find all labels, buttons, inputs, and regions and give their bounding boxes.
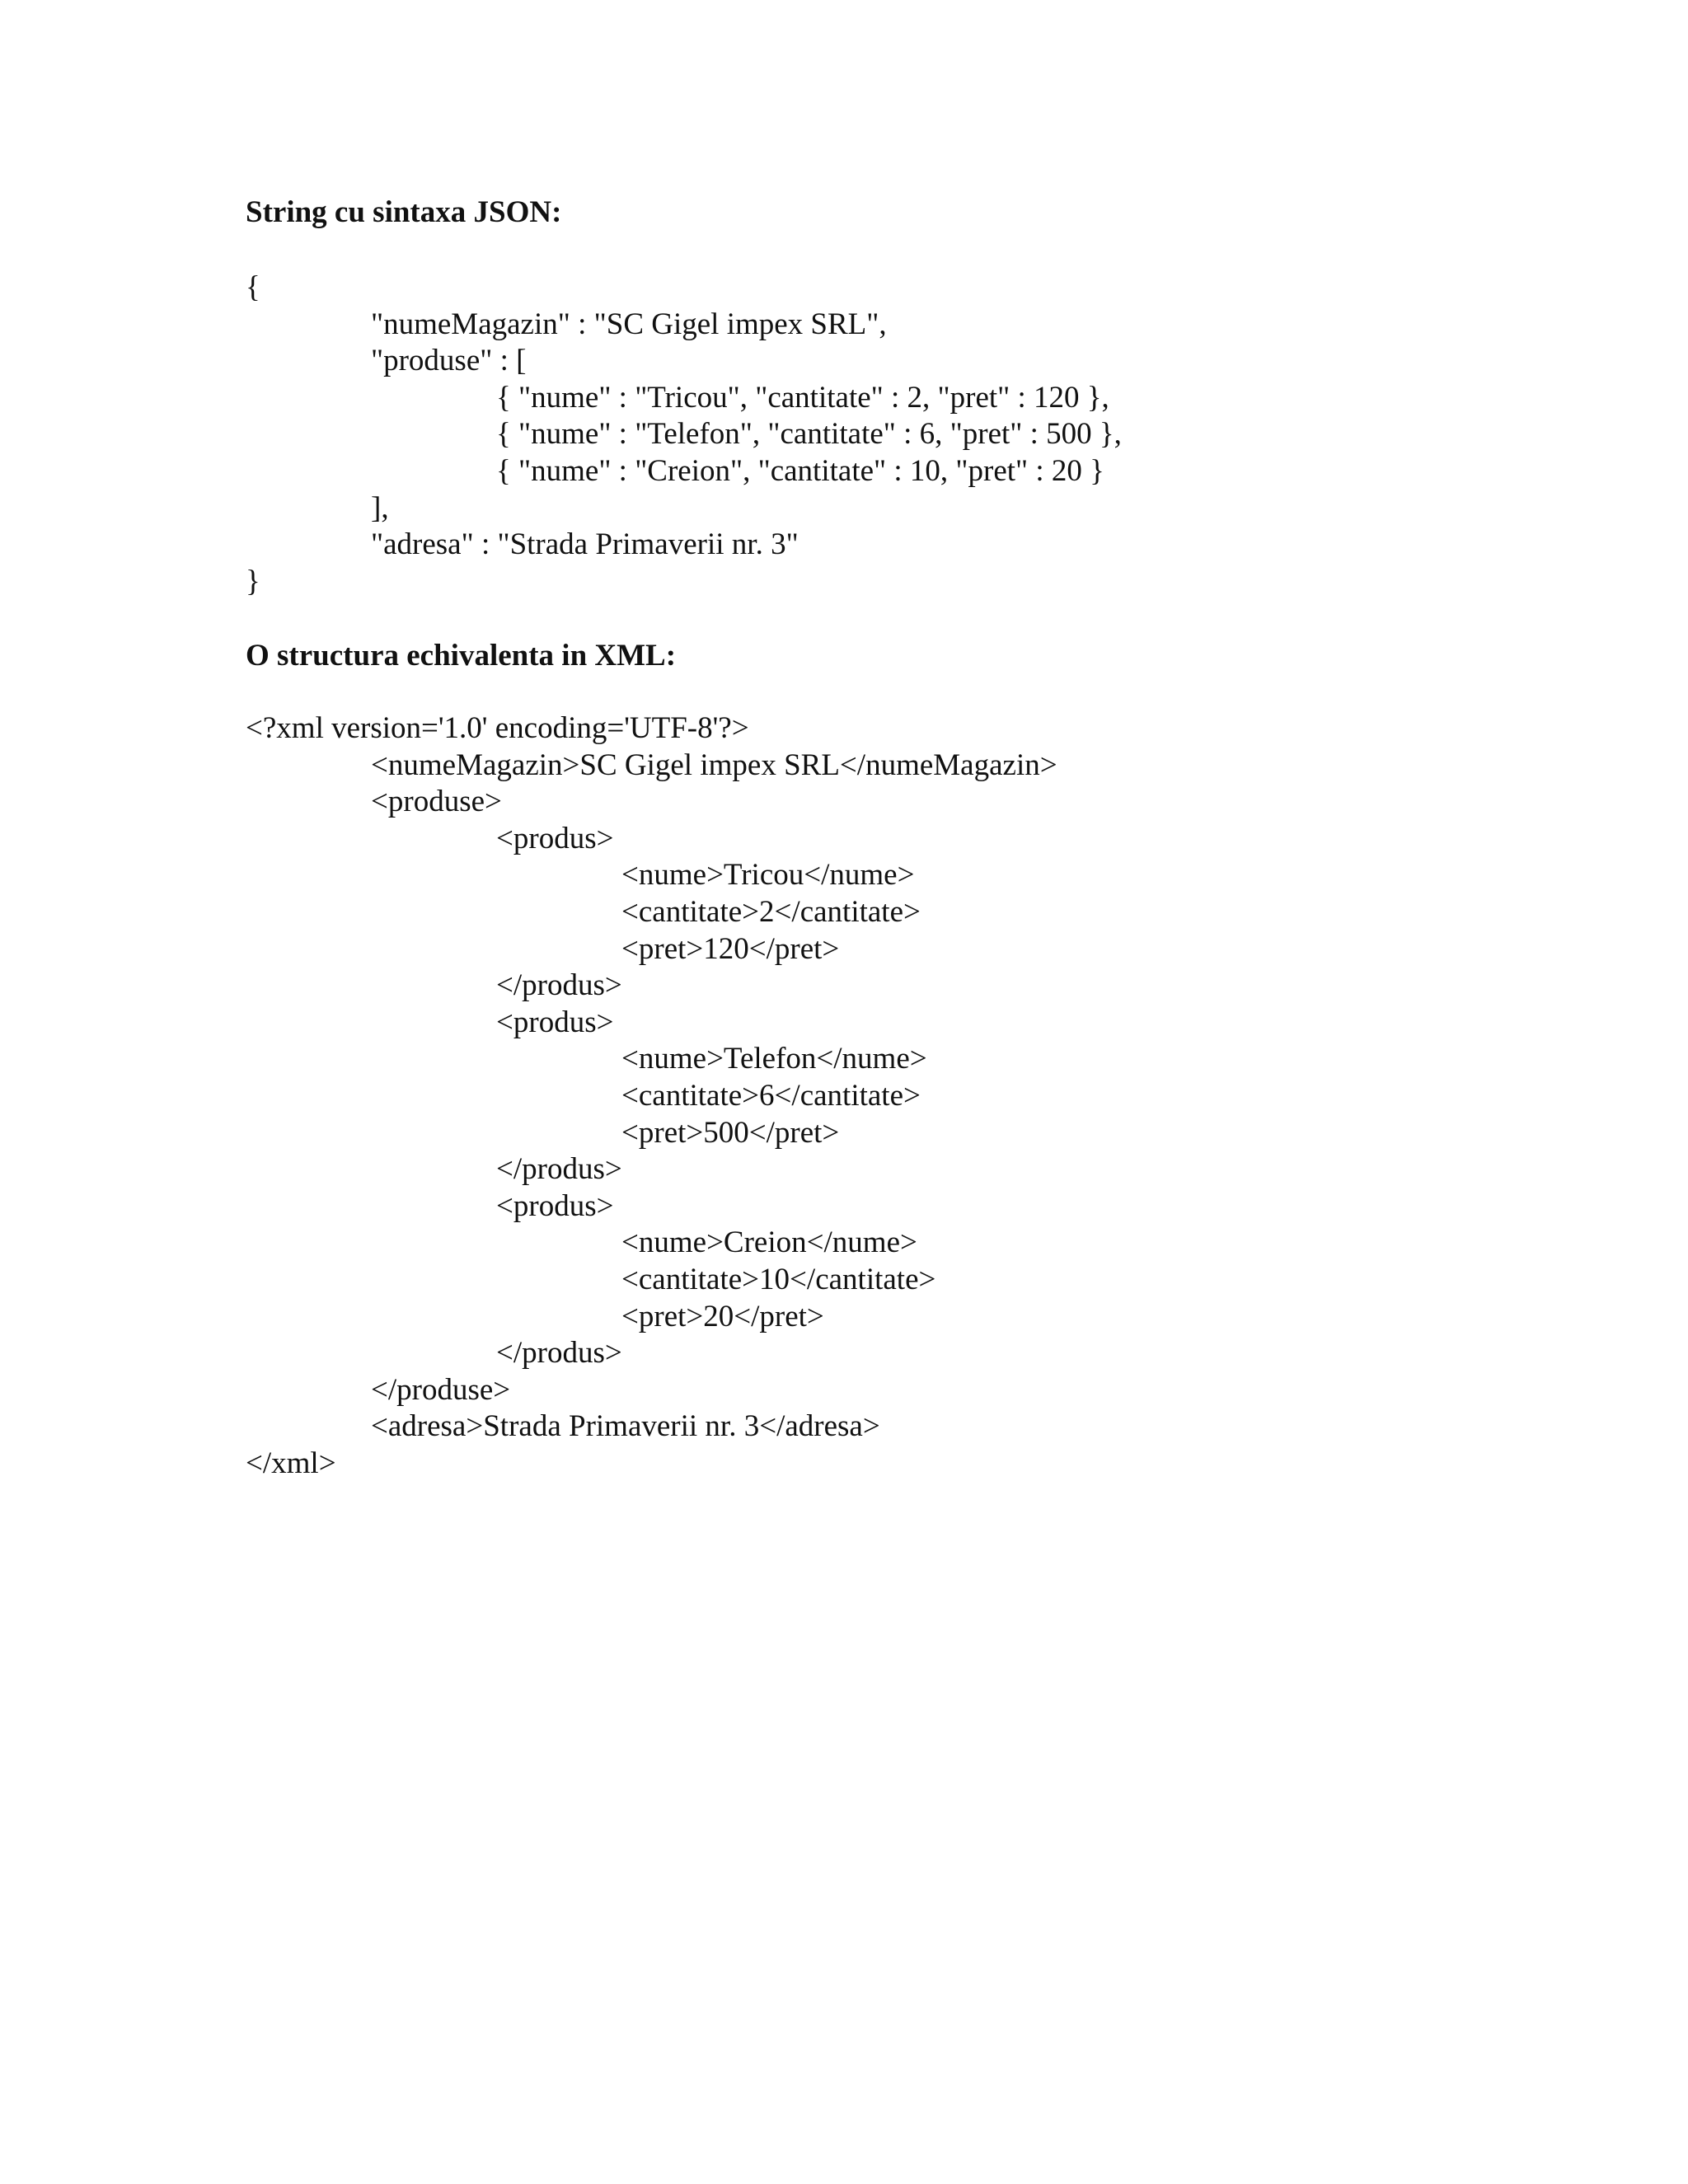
json-code-line: { [246, 270, 260, 304]
json-code-line: { "nume" : "Tricou", "cantitate" : 2, "pret" : 120 }, [496, 380, 1109, 415]
xml-code-line: </produse> [371, 1372, 511, 1407]
json-code-line: "numeMagazin" : "SC Gigel impex SRL", [371, 307, 887, 341]
xml-code-line: <produse> [371, 785, 502, 819]
json-code-line: ], [371, 490, 389, 525]
xml-code-line: </produs> [496, 1336, 622, 1371]
xml-code-line: <produs> [496, 1188, 614, 1223]
xml-code-line: <adresa>Strada Primaverii nr. 3</adresa> [371, 1409, 880, 1444]
xml-code-line: <nume>Telefon</nume> [621, 1042, 927, 1076]
xml-code-line: </produs> [496, 968, 622, 1003]
xml-code-line: <numeMagazin>SC Gigel impex SRL</numeMagazin> [371, 748, 1057, 782]
xml-code-line: </produs> [496, 1152, 622, 1187]
xml-code-line: </xml> [246, 1446, 336, 1480]
xml-code-line: <pret>120</pret> [621, 931, 840, 966]
xml-code-line: <produs> [496, 1005, 614, 1039]
xml-code-line: <cantitate>10</cantitate> [621, 1262, 936, 1296]
xml-code-line: <produs> [496, 821, 614, 855]
xml-code-line: <nume>Tricou</nume> [621, 858, 915, 893]
xml-code-line: <pret>20</pret> [621, 1299, 824, 1333]
xml-code-block [246, 710, 1057, 1482]
json-heading: String cu sintaxa JSON: [246, 195, 562, 229]
xml-heading: O structura echivalenta in XML: [246, 639, 677, 673]
xml-code-line: <cantitate>2</cantitate> [621, 894, 921, 929]
json-code-block [246, 269, 1122, 600]
json-code-line: } [246, 564, 260, 598]
json-code-line: "adresa" : "Strada Primaverii nr. 3" [371, 527, 799, 562]
json-code-line: { "nume" : "Telefon", "cantitate" : 6, "pret" : 500 }, [496, 417, 1122, 452]
json-code-line: "produse" : [ [371, 344, 527, 378]
json-code-line: { "nume" : "Creion", "cantitate" : 10, "pret" : 20 } [496, 453, 1104, 488]
xml-code-line: <pret>500</pret> [621, 1115, 840, 1150]
xml-code-line: <?xml version='1.0' encoding='UTF-8'?> [246, 711, 749, 745]
xml-code-line: <nume>Creion</nume> [621, 1226, 917, 1260]
xml-code-line: <cantitate>6</cantitate> [621, 1078, 921, 1113]
